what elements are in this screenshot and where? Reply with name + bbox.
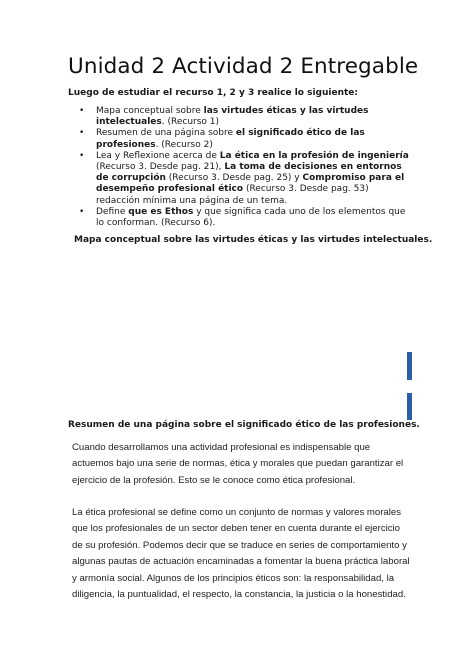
task-item-summary xyxy=(79,128,409,150)
task-emphasis: Compromiso para el desempeño profesional ético xyxy=(96,173,405,195)
task-text: y que significa cada uno de los elementos que lo conforman. (Recurso 6). xyxy=(96,206,406,229)
summary-heading: Resumen de una página sobre el significado ético de las profesiones. xyxy=(68,420,420,430)
task-text: . (Recurso 2) xyxy=(155,139,213,150)
task-item-concept-map xyxy=(79,106,409,128)
concept-map-heading: Mapa conceptual sobre las virtudes éticas y las virtudes intelectuales. xyxy=(74,235,433,245)
task-emphasis: las virtudes éticas y las virtudes intelectuales xyxy=(96,106,369,128)
task-list xyxy=(79,106,409,229)
task-emphasis: La ética en la profesión de ingeniería xyxy=(219,150,409,161)
task-text: (Recurso 3. Desde pag. 21), xyxy=(96,162,225,173)
task-text: (Recurso 3. Desde pag. 53) redacción mínima una página de un tema. xyxy=(96,184,369,206)
task-emphasis: que es Ethos xyxy=(128,206,194,217)
task-text: . (Recurso 1) xyxy=(161,117,220,128)
body-paragraph: La ética profesional se define como un conjunto de normas y valores morales que los profesionales de un sector deben tener en cuenta durante el ejercicio de su profesión. Podemos decir que se traduce en series de comportamiento y algunas pautas de actuación encaminadas a fomentar la buena práctica laboral y armonía social. Algunos de los principios éticos son: la responsabilidad, la diligencia, la puntualidad, el respecto, la constancia, la justicia o la honestidad. xyxy=(72,507,410,601)
task-text: Mapa conceptual sobre xyxy=(96,106,204,116)
task-item-ethos xyxy=(79,207,409,229)
task-text: Resumen de una página sobre xyxy=(96,128,236,139)
task-text: Lea y Reflexione acerca de xyxy=(96,150,220,161)
instructions-intro: Luego de estudiar el recurso 1, 2 y 3 realice lo siguiente: xyxy=(68,88,359,98)
task-item-reflection xyxy=(79,151,409,207)
task-text: (Recurso 3. Desde pag. 25) y xyxy=(165,173,303,184)
document-title: Unidad 2 Actividad 2 Entregable xyxy=(68,54,419,79)
body-paragraph: Cuando desarrollamos una actividad profesional es indispensable que actuemos bajo una serie de normas, ética y morales que puedan garantizar el ejercicio de la profesión. Esto se le conoce como ética profesional. xyxy=(72,442,404,486)
margin-marker xyxy=(407,352,412,380)
task-emphasis: La toma de decisiones en entornos de corrupción xyxy=(96,162,402,184)
task-text: Define xyxy=(96,206,129,217)
margin-marker xyxy=(407,393,412,420)
task-emphasis: el significado ético de las profesiones xyxy=(96,128,365,150)
